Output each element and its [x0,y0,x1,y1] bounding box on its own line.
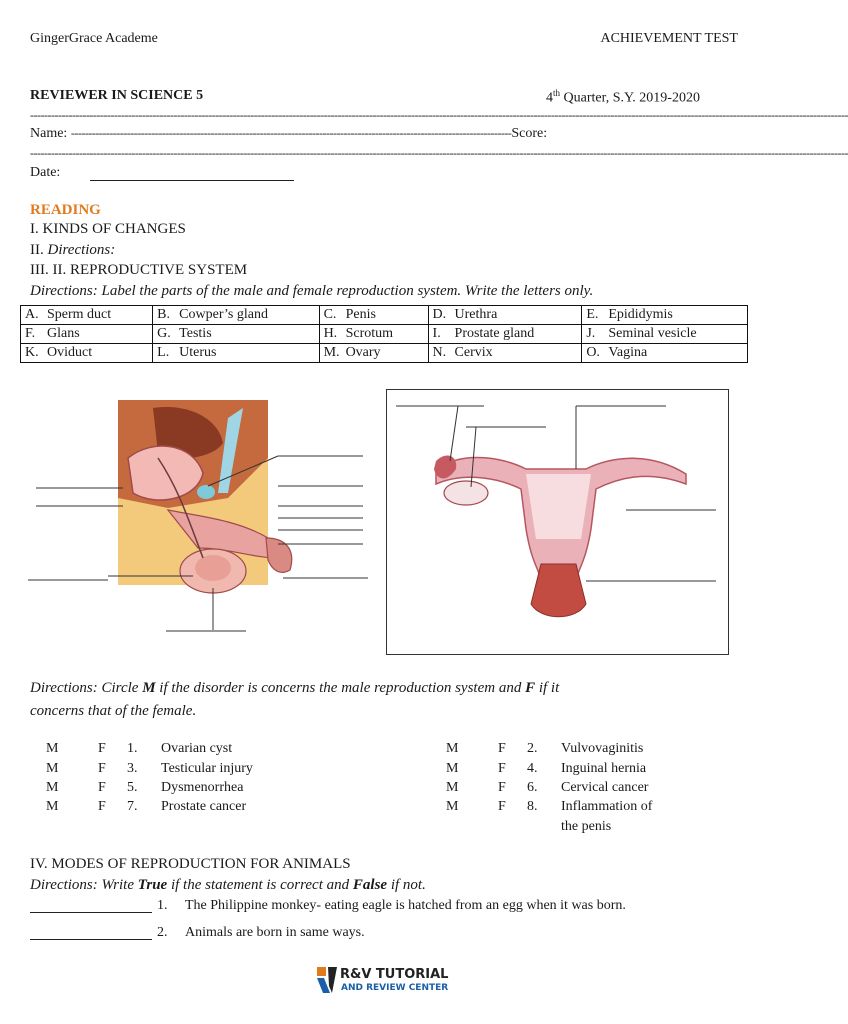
school-name: GingerGrace Academe [30,31,158,46]
label-letter: E. [586,307,599,322]
label-table-cell [582,325,748,344]
option-f[interactable]: F [98,761,106,776]
label-term: Penis [345,307,376,322]
label-term: Urethra [454,307,498,322]
section-3: III. II. REPRODUCTIVE SYSTEM [30,262,248,278]
test-type: ACHIEVEMENT TEST [600,31,738,46]
label-term: Cervix [454,345,493,360]
option-f[interactable]: F [498,780,506,795]
female-vagina [531,564,586,617]
disorder-name: Inguinal hernia [561,761,647,776]
date-label: Date: [30,165,61,180]
rv-logo-icon [316,966,338,994]
disorder-number: 6. [527,780,538,795]
modes-title: IV. MODES OF REPRODUCTION FOR ANIMALS [30,856,351,872]
label-table-cell [21,325,153,344]
option-f[interactable]: F [98,741,106,756]
option-m[interactable]: M [46,761,59,776]
quarter-info [546,88,700,107]
option-m[interactable]: M [446,761,459,776]
option-f[interactable]: F [98,799,106,814]
disorder-directions-line2: concerns that of the female. [30,703,197,719]
modes-dir-text-3: if not. [387,877,426,893]
disorder-name: Cervical cancer [561,780,649,795]
male-cowpers [197,485,215,499]
disorder-number: 1. [127,741,138,756]
disorder-dir-f: F [525,680,536,696]
date-field[interactable] [90,180,294,181]
disorder-directions [30,680,559,697]
logo-brand: R&V TUTORIAL [340,967,449,982]
disorder-name: Prostate cancer [161,799,247,814]
logo-subtitle: AND REVIEW CENTER [341,983,449,993]
score-label: Score: [511,126,548,141]
label-letter: J. [586,326,596,341]
disorder-name: Ovarian cyst [161,741,233,756]
option-f[interactable]: F [498,741,506,756]
quarter-sup: th [553,88,561,98]
label-table-cell [21,344,153,363]
modes-directions [30,877,426,894]
modes-dir-text-2: if the statement is correct and [167,877,353,893]
label-letter: M. [323,345,340,360]
disorder-number: 3. [127,761,138,776]
section-2 [30,242,115,259]
label-term: Cowper’s gland [179,307,268,322]
label-table-cell [21,306,153,325]
label-letter: H. [323,326,338,341]
label-table-cell [319,344,428,363]
divider-2: ------------------------------------------------------------------------------------------------------------------------------------------------------------------------------------------------------------------------------------------ [30,146,848,160]
option-m[interactable]: M [446,741,459,756]
label-table-cell [428,344,582,363]
label-table-cell [582,306,748,325]
page-title: REVIEWER IN SCIENCE 5 [30,88,204,103]
label-letter: D. [432,307,447,322]
label-letter: F. [25,326,36,341]
disorder-name: Dysmenorrhea [161,780,244,795]
label-table-row [21,325,748,344]
label-term: Seminal vesicle [608,326,697,341]
disorder-number: 7. [127,799,138,814]
option-m[interactable]: M [446,799,459,814]
label-table-cell [153,325,319,344]
label-table-row [21,306,748,325]
label-table-cell [153,344,319,363]
reading-heading: READING [30,202,101,218]
modes-item-2-text: Animals are born in same ways. [185,925,365,940]
name-label: Name: [30,126,68,141]
label-term: Sperm duct [47,307,112,322]
quarter-number: 4 [546,90,553,106]
disorder-number: 4. [527,761,538,776]
option-m[interactable]: M [46,741,59,756]
answer-blank-2[interactable] [30,939,152,940]
label-term: Uterus [179,345,217,360]
label-table-row [21,344,748,363]
disorder-name: Testicular injury [161,761,253,776]
label-table-cell [153,306,319,325]
quarter-rest: Quarter, S.Y. 2019-2020 [560,90,700,106]
label-term: Testis [179,326,212,341]
label-table [20,305,748,363]
section-1: I. KINDS OF CHANGES [30,221,186,237]
label-letter: C. [323,307,337,322]
label-letter: I. [432,326,441,341]
disorder-dir-text-2: if the disorder is concerns the male reproduction system and [155,680,526,696]
label-table-cell [319,325,428,344]
disorder-name: Inflammation of [561,799,653,814]
label-table-cell [428,306,582,325]
section-2-directions: Directions: [47,242,116,258]
option-m[interactable]: M [446,780,459,795]
section-2-prefix: II. [30,242,48,258]
male-glans [266,538,292,572]
female-uterine-cavity [526,474,591,539]
section-3-directions: Directions: Label the parts of the male and female reproduction system. Write the letters only. [30,283,594,299]
modes-item-1-num: 1. [157,898,168,913]
modes-dir-text-1: Directions: Write [30,877,138,893]
label-table-cell [428,325,582,344]
disorder-name-line2: the penis [561,819,612,834]
label-letter: L. [157,345,170,360]
disorder-number: 2. [527,741,538,756]
label-table-cell [319,306,428,325]
label-term: Oviduct [47,345,93,360]
female-reproductive-diagram [386,389,728,655]
disorder-number: 5. [127,780,138,795]
option-f[interactable]: F [98,780,106,795]
label-term: Ovary [345,345,381,360]
label-letter: K. [25,345,39,360]
male-testis [195,555,231,581]
disorder-dir-text-3: if it [535,680,560,696]
label-term: Glans [47,326,80,341]
label-letter: N. [432,345,447,360]
label-table-cell [582,344,748,363]
label-letter: G. [157,326,171,341]
option-m[interactable]: M [46,799,59,814]
modes-item-1-text: The Philippine monkey- eating eagle is hatched from an egg when it was born. [185,898,626,913]
disorder-number: 8. [527,799,538,814]
label-term: Vagina [608,345,648,360]
label-letter: B. [157,307,171,322]
female-ovary [444,481,488,505]
option-f[interactable]: F [498,799,506,814]
label-term: Scrotum [345,326,394,341]
label-letter: O. [586,345,600,360]
option-f[interactable]: F [498,761,506,776]
disorder-name: Vulvovaginitis [561,741,644,756]
disorder-dir-text-1: Directions: Circle [30,680,143,696]
modes-item-2-num: 2. [157,925,168,940]
label-term: Prostate gland [454,326,535,341]
label-term: Epididymis [608,307,673,322]
modes-dir-false: False [352,877,388,893]
answer-blank-1[interactable] [30,912,152,913]
option-m[interactable]: M [46,780,59,795]
name-field[interactable]: ------------------------------------------------------------------------------------------------------------------------------ [70,126,512,140]
male-reproductive-diagram [28,398,368,638]
modes-dir-true: True [137,877,168,893]
disorder-dir-m: M [142,680,156,696]
name-row [30,126,736,142]
divider-1: ------------------------------------------------------------------------------------------------------------------------------------------------------------------------------------------------------------------------------------------ [30,108,848,122]
label-letter: A. [25,307,39,322]
